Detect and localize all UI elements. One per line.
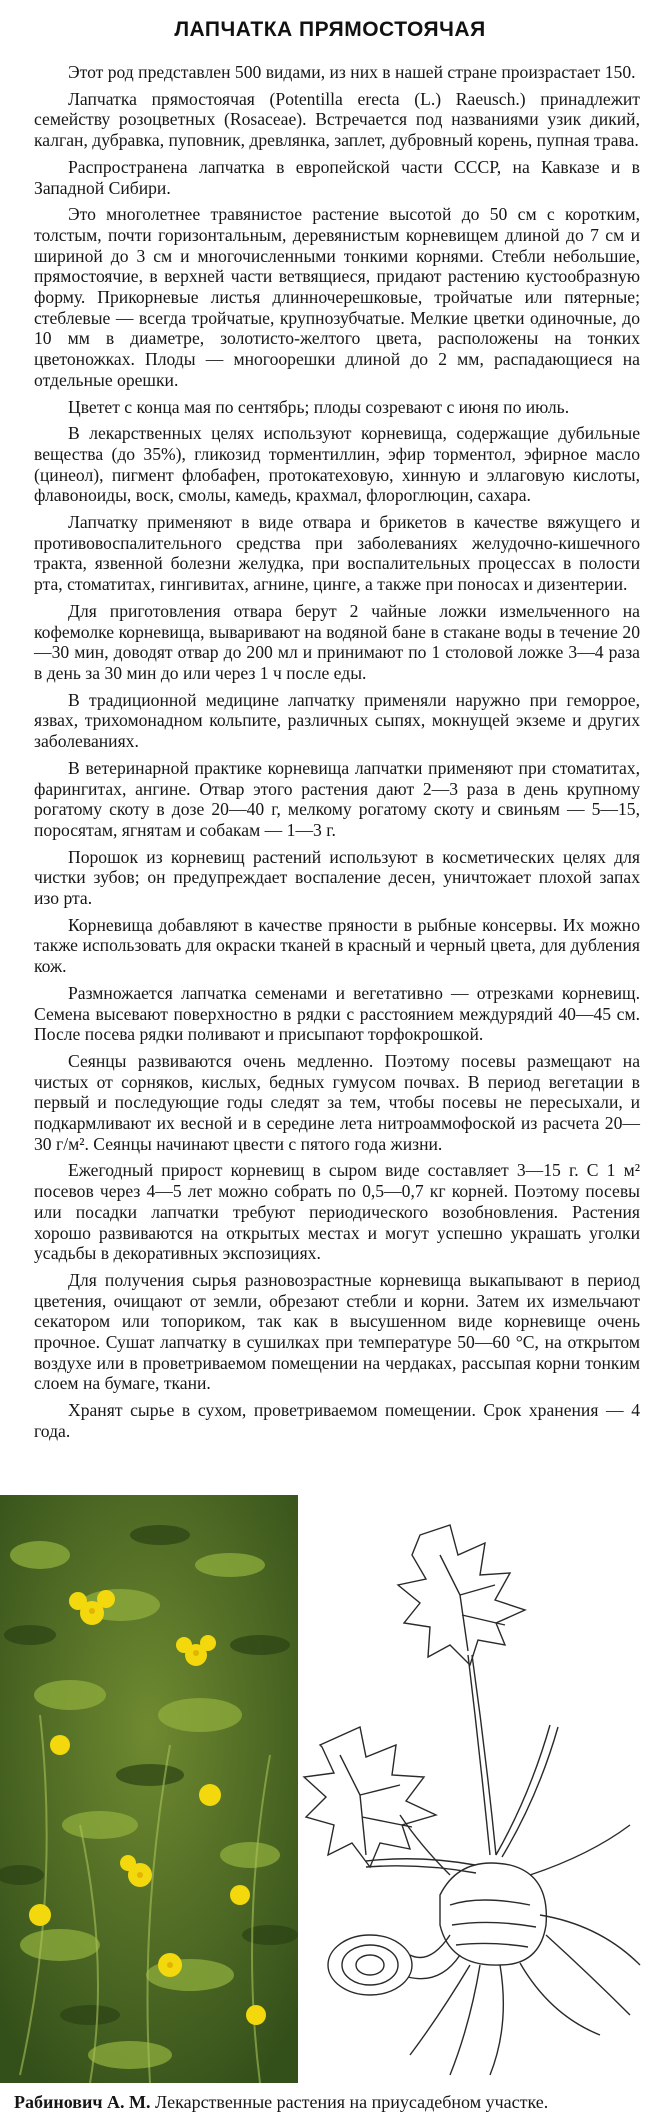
article-paragraph: Этот род представлен 500 видами, из них в нашей стране произрастает 150. xyxy=(68,62,636,82)
watermark: postila.ru xyxy=(468,2053,652,2111)
caption-text: Лекарственные растения на приусадебном участке. xyxy=(155,2092,549,2112)
article-paragraph: Лапчатку применяют в виде отвара и брикетов в качестве вяжущего и противовоспалительного средства при заболеваниях желудочно-кишечного тракта, язвенной болезни желудка, при воспалительных процессах в полости рта, стоматитах, гингивитах, агнине, цинге, а также при поносах и дизентерии. xyxy=(34,512,640,595)
article-paragraph: Порошок из корневищ растений используют в косметических целях для чистки зубов; он предупреждает воспаление десен, уничтожает плохой запах изо рта. xyxy=(34,846,640,909)
rhizome-drawing-image xyxy=(300,1495,660,2083)
article-paragraph: Цветет с конца мая по сентябрь; плоды созревают с июня по июль. xyxy=(68,396,570,417)
plant-photo-image xyxy=(0,1495,298,2083)
caption-author: Рабинович А. М. xyxy=(14,2092,151,2112)
rhizome-drawing xyxy=(300,1495,660,2083)
article-paragraph: Ежегодный прирост корневищ в сыром виде составляет 3—15 г. С 1 м² посевов через 4—5 лет можно собрать по 0,5—0,7 кг корней. Поэтому посевы или посадки лапчатки требуют периодического возобновления. Растения хорошо развиваются на открытых местах и могут успешно украшать уголки усадьбы в декоративных экспозициях. xyxy=(34,1160,640,1264)
article-paragraph: Сеянцы развиваются очень медленно. Поэтому посевы размещают на чистых от сорняков, кислых, бедных гумусом почвах. В период вегетации в первый и последующие годы следят за тем, чтобы посевы не пересыхали, и подкармливают их весной и в середине лета нитроаммофоской из расчета 20—30 г/м². Сеянцы начинают цвести с пятого года жизни. xyxy=(34,1050,640,1154)
article-paragraph: Это многолетнее травянистое растение высотой до 50 см с коротким, толстым, почти горизонтальным, деревянистым корневищем длиной до 7 см и шириной до 3 см и многочисленными тонкими корнями. Стебли небольшие, прямостоячие, в верхней части ветвящиеся, придают растению кустообразную форму. Прикорневые листья длинночерешковые, тройчатые или пятерные; стеблевые — всегда тройчатые, крупнозубчатые. Мелкие цветки одиночные, до 10 мм в диаметре, золотисто-желтого цвета, расположены на тонких цветоножках. Плоды — многоорешки длиной до 2 мм, распадающиеся на отдельные орешки. xyxy=(34,204,640,390)
article-paragraph: В лекарственных целях используют корневища, содержащие дубильные вещества (до 35%), гликозид торментиллин, эфир торментол, эфирное масло (цинеол), пигмент флобафен, протокатеховую, хинную и эллаговую кислоты, флавоноиды, воск, смолы, камедь, крахмал, флороглюцин, сахара. xyxy=(34,423,640,506)
article-paragraph: Хранят сырье в сухом, проветриваемом помещении. Срок хранения — 4 года. xyxy=(34,1400,640,1441)
article-body xyxy=(34,62,640,1448)
article-paragraph: Распространена лапчатка в европейской части СССР, на Кавказе и в Западной Сибири. xyxy=(34,156,640,198)
article-paragraph: Для приготовления отвара берут 2 чайные ложки измельченного на кофемолке корневища, вываривают на водяной бане в стакане воды в течение 20—30 мин, доводят отвар до 200 мл и принимают по 1 столовой ложке 3—4 раза в день за 30 мин до или через 1 ч после еды. xyxy=(34,600,640,683)
figures xyxy=(0,1495,660,2085)
article-paragraph: Лапчатка прямостоячая (Potentilla erecta (L.) Raeusch.) принадлежит семейству розоцветных (Rosaceae). Встречается под названиями узик дикий, калган, дубравка, пуповник, древлянка, заплет, дубровный корень, пупная трава. xyxy=(34,88,640,151)
source-caption xyxy=(14,2092,654,2113)
article-paragraph: Для получения сырья разновозрастные корневища выкапывают в период цветения, очищают от земли, обрезают стебли и корни. Затем их измельчают секатором или топориком, так как в высушенном виде корневище очень прочное. Сушат лапчатку в сушилках при температуре 50—60 °С, на открытом воздухе или в проветриваемом помещении на чердаках, рассыпая корни тонким слоем на бумаге, ткани. xyxy=(34,1269,640,1394)
article-paragraph: Корневища добавляют в качестве пряности в рыбные консервы. Их можно также использовать для окраски тканей в красный и черный цвета, для дубления кож. xyxy=(34,914,640,977)
article-title: ЛАПЧАТКА ПРЯМОСТОЯЧАЯ xyxy=(174,18,486,41)
article-paragraph: В ветеринарной практике корневища лапчатки применяют при стоматитах, фарингитах, ангине. Отвар этого растения дают 2—3 раза в день крупному рогатому скоту в дозе 20—40 г, мелкому рогатому скоту и свиньям — 5—15, поросятам, ягнятам и собакам — 1—3 г. xyxy=(34,757,640,840)
article-paragraph: В традиционной медицине лапчатку применяли наружно при геморрое, язвах, трихомонадном кольпите, различных сыпях, мокнущей экземе и других заболеваниях. xyxy=(34,689,640,752)
plant-photo xyxy=(0,1495,298,2083)
article-paragraph: Размножается лапчатка семенами и вегетативно — отрезками корневищ. Семена высевают поверхностно в рядки с расстоянием междурядий 40—45 см. После посева рядки поливают и присыпают торфокрошкой. xyxy=(34,982,640,1045)
